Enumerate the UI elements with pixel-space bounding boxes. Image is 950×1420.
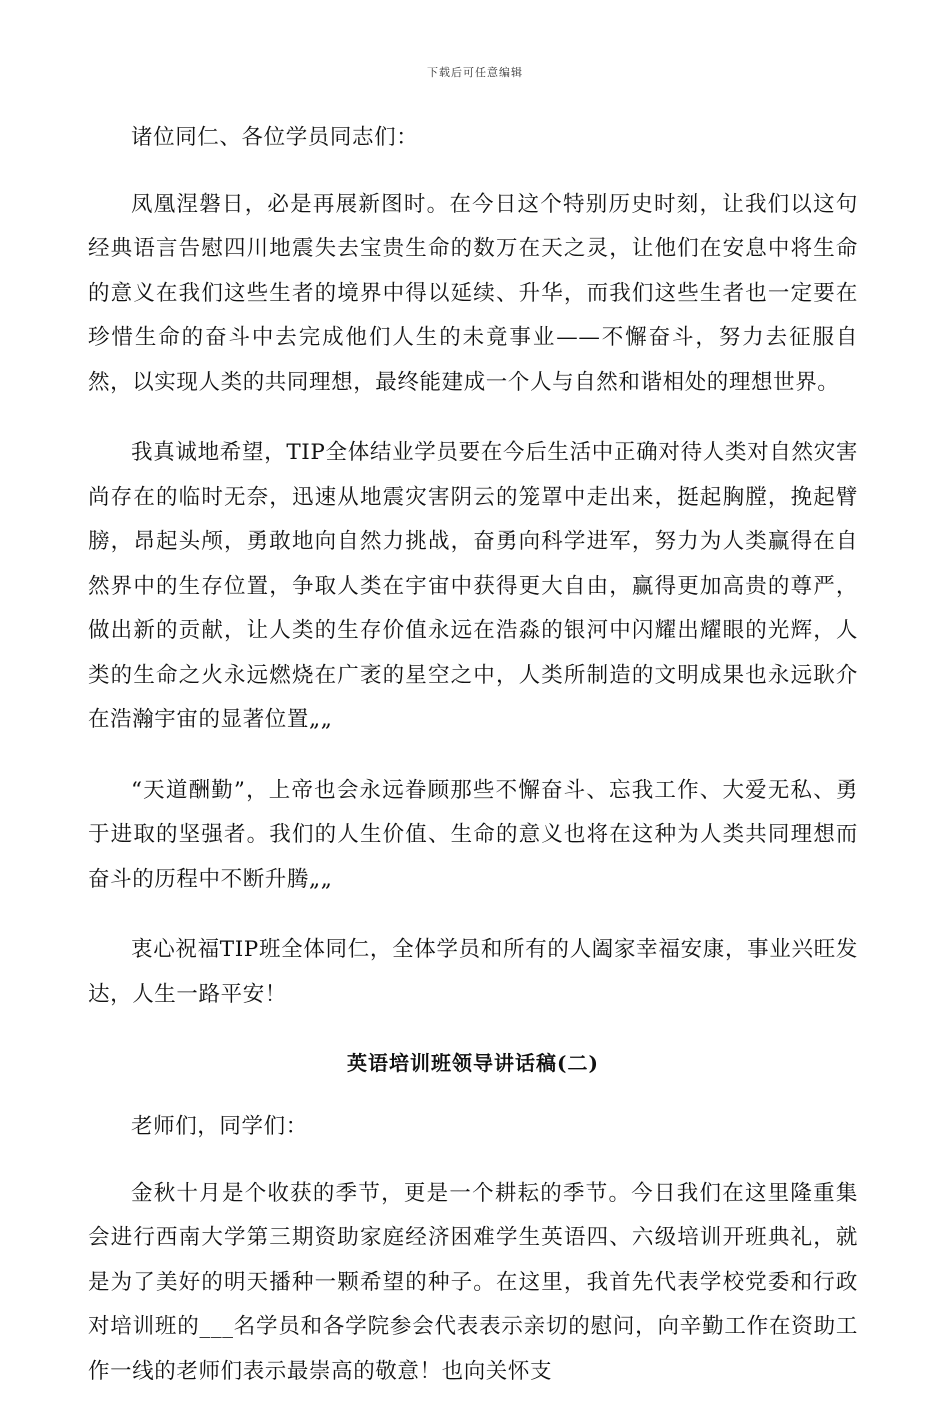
speech1-paragraph-4: 衷心祝福TIP班全体同仁，全体学员和所有的人阖家幸福安康，事业兴旺发达，人生一路平安！ (88, 937, 858, 1007)
speech2-title: 英语培训班领导讲话稿(二) (347, 1051, 599, 1075)
speech2-greeting: 老师们，同学们： (131, 1114, 308, 1139)
speech1-paragraph-2: 我真诚地希望，TIP全体结业学员要在今后生活中正确对待人类对自然灾害尚存在的临时无奈，迅速从地震灾害阴云的笼罩中走出来，挺起胸膛，挽起臂膀，昂起头颅，勇敢地向自然力挑战，奋勇向科学进军，努力为人类赢得在自然界中的生存位置，争取人类在宇宙中获得更大自由，赢得更加高贵的尊严，做出新的贡献，让人类的生存价值永远在浩淼的银河中闪耀出耀眼的光辉，人类的生命之火永远燃烧在广袤的星空之中，人类所制造的文明成果也永远耿介在浩瀚宇宙的显著位置„„ (88, 440, 858, 732)
speech1-paragraph-1: 凤凰涅磐日，必是再展新图时。在今日这个特别历史时刻，让我们以这句经典语言告慰四川地震失去宝贵生命的数万在天之灵，让他们在安息中将生命的意义在我们这些生者的境界中得以延续、升华，而我们这些生者也一定要在珍惜生命的奋斗中去完成他们人生的未竟事业——不懈奋斗，努力去征服自然，以实现人类的共同理想，最终能建成一个人与自然和谐相处的理想世界。 (88, 191, 858, 395)
document-body (88, 116, 858, 1420)
speech2-paragraph-1: 金秋十月是个收获的季节，更是一个耕耘的季节。今日我们在这里隆重集会进行西南大学第三期资助家庭经济困难学生英语四、六级培训开班典礼，就是为了美好的明天播种一颗希望的种子。在这里，我首先代表学校党委和行政对培训班的___名学员和各学院参会代表表示亲切的慰问，向辛勤工作在资助工作一线的老师们表示最崇高的敬意！也向关怀支 (88, 1180, 858, 1384)
speech1-greeting: 诸位同仁、各位学员同志们： (131, 125, 419, 150)
speech1-paragraph-3: “天道酬勤”，上帝也会永远眷顾那些不懈奋斗、忘我工作、大爱无私、勇于进取的坚强者。我们的人生价值、生命的意义也将在这种为人类共同理想而奋斗的历程中不断升腾„„ (88, 777, 858, 892)
header-note: 下载后可任意编辑 (427, 66, 523, 79)
